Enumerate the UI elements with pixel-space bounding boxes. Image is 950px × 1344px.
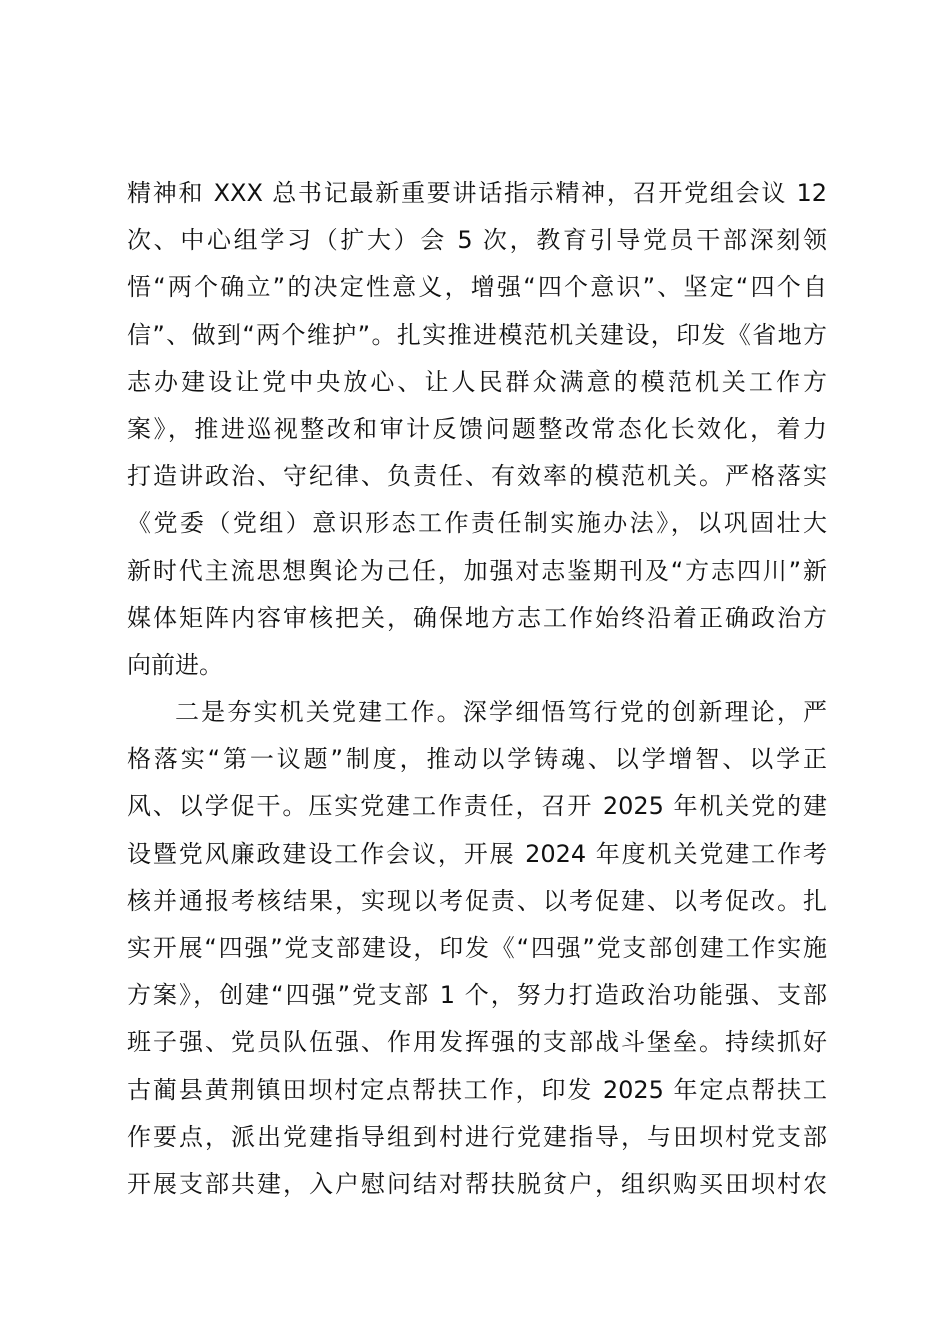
text-line: 打造讲政治、守纪律、负责任、有效率的模范机关。严格落实: [127, 462, 827, 491]
text-line: 精神和 XXX 总书记最新重要讲话指示精神，召开党组会议 12: [127, 179, 827, 207]
text-line: 次、中心组学习（扩大）会 5 次，教育引导党员干部深刻领: [127, 226, 827, 255]
text-line: 设暨党风廉政建设工作会议，开展 2024 年度机关党建工作考: [127, 839, 827, 868]
text-line: 媒体矩阵内容审核把关，确保地方志工作始终沿着正确政治方: [127, 603, 827, 632]
text-line: 新时代主流思想舆论为己任，加强对志鉴期刊及“方志四川”新: [127, 556, 827, 585]
text-line: 案》，推进巡视整改和审计反馈问题整改常态化长效化，着力: [127, 414, 827, 443]
paragraph-2: [127, 689, 827, 1208]
text-line: 班子强、党员队伍强、作用发挥强的支部战斗堡垒。持续抓好: [127, 1028, 827, 1057]
text-line: 方案》，创建“四强”党支部 1 个，努力打造政治功能强、支部: [127, 981, 827, 1010]
text-line: 核并通报考核结果，实现以考促责、以考促建、以考促改。扎: [127, 886, 827, 915]
text-line: 《党委（党组）意识形态工作责任制实施办法》，以巩固壮大: [127, 509, 827, 538]
text-line: 志办建设让党中央放心、让人民群众满意的模范机关工作方: [127, 367, 827, 396]
text-line: 格落实“第一议题”制度，推动以学铸魂、以学增智、以学正: [127, 745, 827, 774]
text-line: 开展支部共建，入户慰问结对帮扶脱贫户，组织购买田坝村农: [127, 1169, 827, 1198]
text-line: 信”、做到“两个维护”。扎实推进模范机关建设，印发《省地方: [127, 320, 827, 349]
text-line: 悟“两个确立”的决定性意义，增强“四个意识”、坚定“四个自: [127, 273, 827, 302]
text-line: 古蔺县黄荆镇田坝村定点帮扶工作，印发 2025 年定点帮扶工: [127, 1075, 827, 1104]
text-line: 实开展“四强”党支部建设，印发《“四强”党支部创建工作实施: [127, 934, 827, 962]
text-line: 向前进。: [127, 650, 223, 679]
text-line: 作要点，派出党建指导组到村进行党建指导，与田坝村党支部: [127, 1122, 827, 1151]
body-text: [127, 170, 827, 1208]
paragraph-1: [127, 170, 827, 689]
text-line: 二是夯实机关党建工作。深学细悟笃行党的创新理论，严: [175, 698, 827, 727]
text-line: 风、以学促干。压实党建工作责任，召开 2025 年机关党的建: [127, 792, 827, 821]
